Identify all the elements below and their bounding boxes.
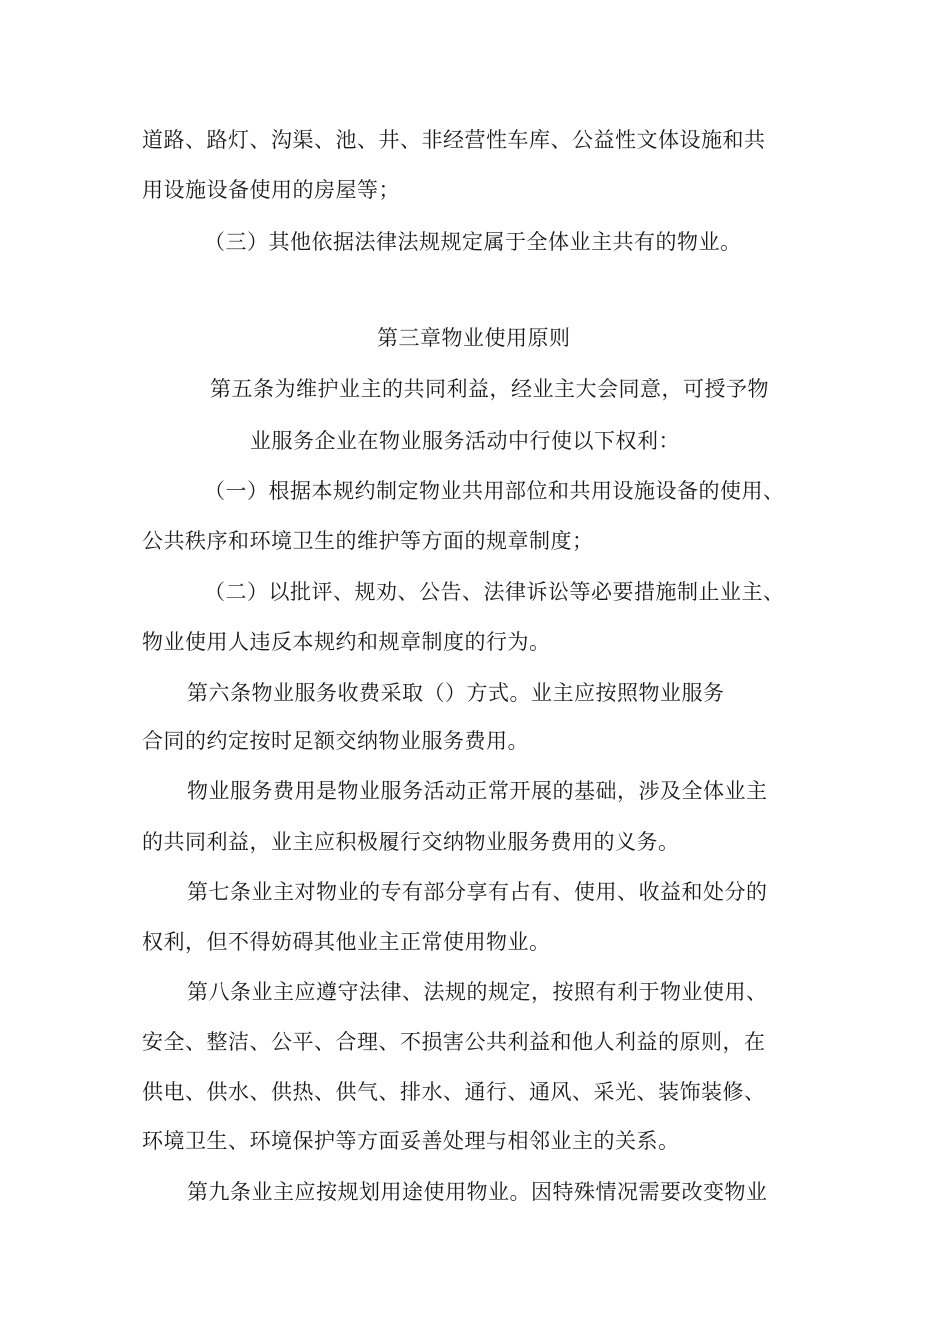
text-line: 的共同利益，业主应积极履行交纳物业服务费用的义务。 xyxy=(142,830,680,854)
text-line: 第六条物业服务收费采取（）方式。业主应按照物业服务 xyxy=(187,681,725,705)
text-line: 物业使用人违反本规约和规章制度的行为。 xyxy=(142,630,551,654)
text-line: 供电、供水、供热、供气、排水、通行、通风、采光、装饰装修、 xyxy=(142,1080,766,1104)
chapter-heading: 第三章物业使用原则 xyxy=(377,326,571,350)
text-line: 用设施设备使用的房屋等； xyxy=(142,178,400,202)
text-line: 第七条业主对物业的专有部分享有占有、使用、收益和处分的 xyxy=(187,880,768,904)
text-line: 安全、整洁、公平、合理、不损害公共利益和他人利益的原则，在 xyxy=(142,1030,766,1054)
text-line: 环境卫生、环境保护等方面妥善处理与相邻业主的关系。 xyxy=(142,1129,680,1153)
text-line: （三）其他依据法律法规规定属于全体业主共有的物业。 xyxy=(204,230,742,254)
text-line: 第八条业主应遵守法律、法规的规定，按照有利于物业使用、 xyxy=(187,980,768,1004)
text-line: 业服务企业在物业服务活动中行使以下权利： xyxy=(250,429,680,453)
text-line: （一）根据本规约制定物业共用部位和共用设施设备的使用、 xyxy=(204,479,785,503)
text-line: 公共秩序和环境卫生的维护等方面的规章制度； xyxy=(142,529,594,553)
text-line: 权利，但不得妨碍其他业主正常使用物业。 xyxy=(142,930,551,954)
text-line: 道路、路灯、沟渠、池、井、非经营性车库、公益性文体设施和共 xyxy=(142,128,766,152)
text-line: （二）以批评、规劝、公告、法律诉讼等必要措施制止业主、 xyxy=(204,580,785,604)
text-line: 物业服务费用是物业服务活动正常开展的基础，涉及全体业主 xyxy=(187,779,768,803)
text-line: 第九条业主应按规划用途使用物业。因特殊情况需要改变物业 xyxy=(187,1180,768,1204)
text-line: 合同的约定按时足额交纳物业服务费用。 xyxy=(142,729,529,753)
text-line: 第五条为维护业主的共同利益，经业主大会同意，可授予物 xyxy=(210,377,769,401)
